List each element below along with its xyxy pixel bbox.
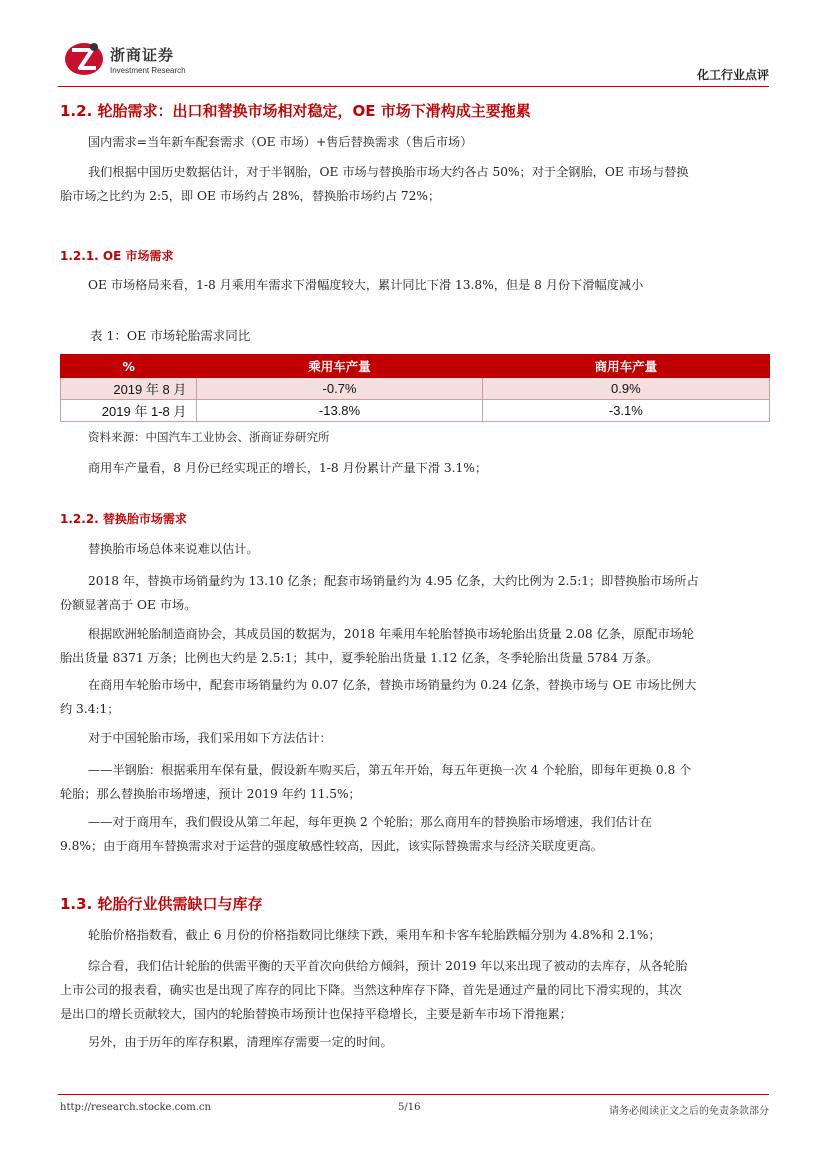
paragraph xyxy=(60,569,768,617)
paragraph-line: 上市公司的报表看，确实也是出现了库存的同比下降。当然这种库存下降，首先是通过产量的同比下滑实现的，其次 xyxy=(60,983,682,997)
footer-disclaimer: 请务必阅读正文之后的免责条款部分 xyxy=(609,1106,769,1117)
section-title-1-2: 1.2. 轮胎需求：出口和替换市场相对稳定，OE 市场下滑构成主要拖累 xyxy=(60,102,531,120)
page-number: 5/16 xyxy=(398,1102,421,1113)
paragraph-line: 2018 年，替换市场销量约为 13.10 亿条；配套市场销量约为 4.95 亿条，大约比例为 2.5:1；即替换胎市场所占 xyxy=(88,574,699,588)
paragraph-line: 我们根据中国历史数据估计，对于半钢胎，OE 市场与替换胎市场大约各占 50%；对于全钢胎，OE 市场与替换 xyxy=(88,165,689,179)
paragraph-line: 约 3.4:1； xyxy=(60,702,120,716)
paragraph xyxy=(60,954,768,1026)
table-row xyxy=(61,400,770,422)
paragraph: 替换胎市场总体来说难以估计。 xyxy=(88,542,259,556)
footer-url[interactable]: http://research.stocke.com.cn xyxy=(60,1102,211,1113)
paragraph: 对于中国轮胎市场，我们采用如下方法估计： xyxy=(88,731,332,745)
table-source: 资料来源：中国汽车工业协会、浙商证券研究所 xyxy=(88,430,330,444)
table-cell: 0.9% xyxy=(482,378,769,400)
paragraph-line: 在商用车轮胎市场中，配套市场销量约为 0.07 亿条，替换市场销量约为 0.24 亿条，替换市场与 OE 市场比例大 xyxy=(88,678,697,692)
table-cell: 2019 年 1-8 月 xyxy=(61,400,197,422)
paragraph-line: 胎出货量 8371 万条；比例也大约是 2.5:1；其中，夏季轮胎出货量 1.12 亿条，冬季轮胎出货量 5784 万条。 xyxy=(60,651,659,665)
logo-english-name: Investment Research xyxy=(110,66,186,75)
paragraph-line: 是出口的增长贡献较大，国内的轮胎替换市场预计也保持平稳增长，主要是新车市场下滑拖累； xyxy=(60,1007,572,1021)
paragraph: 商用车产量看，8 月份已经实现正的增长，1-8 月份累计产量下滑 3.1%； xyxy=(88,461,488,475)
paragraph xyxy=(60,160,768,208)
table-cell: 2019 年 8 月 xyxy=(61,378,197,400)
paragraph-line: ——对于商用车，我们假设从第二年起，每年更换 2 个轮胎；那么商用车的替换胎市场增速，我们估计在 xyxy=(88,815,652,829)
table-cell: -13.8% xyxy=(197,400,482,422)
paragraph-line: 轮胎；那么替换胎市场增速，预计 2019 年约 11.5%； xyxy=(60,787,361,801)
paragraph-line: ——半钢胎：根据乘用车保有量，假设新车购买后，第五年开始，每五年更换一次 4 个轮胎，即每年更换 0.8 个 xyxy=(88,763,692,777)
paragraph xyxy=(60,758,768,806)
table-row xyxy=(61,378,770,400)
table-caption: 表 1：OE 市场轮胎需求同比 xyxy=(90,328,251,343)
paragraph: OE 市场格局来看，1-8 月乘用车需求下滑幅度较大，累计同比下滑 13.8%，但是 8 月份下滑幅度减小 xyxy=(88,278,644,292)
table-cell: -0.7% xyxy=(197,378,482,400)
paragraph: 轮胎价格指数看，截止 6 月份的价格指数同比继续下跌，乘用车和卡客车轮胎跌幅分别为 4.8%和 2.1%； xyxy=(88,928,661,942)
logo-chinese-name: 浙商证券 xyxy=(110,46,175,64)
table-header-row xyxy=(61,355,770,378)
brand-logo-icon xyxy=(62,38,106,78)
table-header-cell: % xyxy=(61,355,197,378)
paragraph: 另外，由于历年的库存积累，清理库存需要一定的时间。 xyxy=(88,1035,393,1049)
header-divider xyxy=(58,86,769,87)
paragraph: 国内需求=当年新车配套需求（OE 市场）+售后替换需求（售后市场） xyxy=(88,135,473,149)
paragraph xyxy=(60,673,768,721)
table-header-cell: 商用车产量 xyxy=(482,355,769,378)
footer-divider xyxy=(58,1094,769,1095)
paragraph-line: 份额显著高于 OE 市场。 xyxy=(60,598,197,612)
paragraph-line: 9.8%；由于商用车替换需求对于运营的强度敏感性较高，因此，该实际替换需求与经济关联度更高。 xyxy=(60,839,603,853)
oe-demand-table xyxy=(60,354,770,422)
paragraph-line: 胎市场之比约为 2:5，即 OE 市场约占 28%，替换胎市场约占 72%； xyxy=(60,189,441,203)
table-header-cell: 乘用车产量 xyxy=(197,355,482,378)
table-cell: -3.1% xyxy=(482,400,769,422)
paragraph-line: 根据欧洲轮胎制造商协会，其成员国的数据为，2018 年乘用车轮胎替换市场轮胎出货量 2.08 亿条，原配市场轮 xyxy=(88,627,695,641)
section-title-1-2-1: 1.2.1. OE 市场需求 xyxy=(60,249,174,263)
paragraph xyxy=(60,810,768,858)
paragraph xyxy=(60,622,768,670)
report-type: 化工行业点评 xyxy=(696,68,769,82)
paragraph-line: 综合看，我们估计轮胎的供需平衡的天平首次向供给方倾斜，预计 2019 年以来出现了被动的去库存，从各轮胎 xyxy=(88,959,688,973)
logo xyxy=(62,38,212,78)
section-title-1-2-2: 1.2.2. 替换胎市场需求 xyxy=(60,512,187,526)
section-title-1-3: 1.3. 轮胎行业供需缺口与库存 xyxy=(60,895,263,913)
